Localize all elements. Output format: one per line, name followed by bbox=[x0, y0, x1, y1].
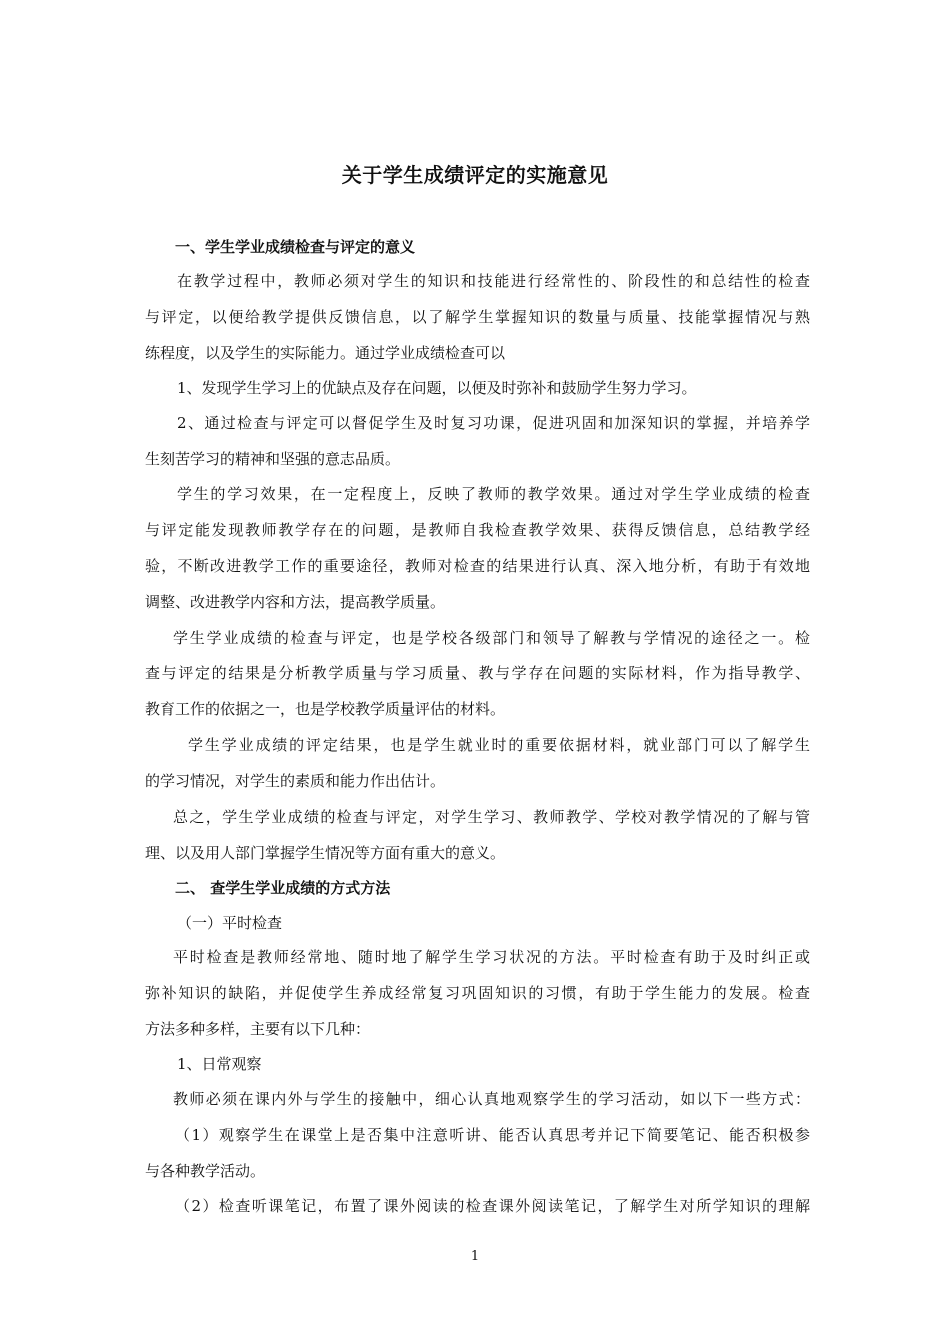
paragraph-line: 与评定能发现教师教学存在的问题，是教师自我检查教学效果、获得反馈信息，总结教学经 bbox=[145, 521, 810, 539]
paragraph-line: 1、日常观察 bbox=[177, 1055, 262, 1073]
paragraph-line: 平时检查是教师经常地、随时地了解学生学习状况的方法。平时检查有助于及时纠正或 bbox=[173, 948, 810, 966]
paragraph-line: （1）观察学生在课堂上是否集中注意听讲、能否认真思考并记下简要笔记、能否积极参 bbox=[175, 1126, 810, 1144]
paragraph-line: 与各种教学活动。 bbox=[145, 1162, 266, 1180]
paragraph-line: 方法多种多样，主要有以下几种： bbox=[145, 1020, 371, 1038]
paragraph-line: 1、发现学生学习上的优缺点及存在问题，以便及时弥补和鼓励学生努力学习。 bbox=[177, 379, 697, 397]
paragraph-line: 2、通过检查与评定可以督促学生及时复习功课，促进巩固和加深知识的掌握，并培养学 bbox=[177, 414, 810, 432]
document-title: 关于学生成绩评定的实施意见 bbox=[341, 163, 609, 187]
paragraph-line: 教育工作的依据之一，也是学校教学质量评估的材料。 bbox=[145, 700, 506, 718]
paragraph-line: 练程度，以及学生的实际能力。通过学业成绩检查可以 bbox=[145, 344, 506, 362]
section-heading-2: 二、 查学生学业成绩的方式方法 bbox=[175, 879, 391, 897]
paragraph-line: 生刻苦学习的精神和坚强的意志品质。 bbox=[145, 450, 401, 468]
paragraph-line: 总之，学生学业成绩的检查与评定，对学生学习、教师教学、学校对教学情况的了解与管 bbox=[173, 808, 810, 826]
paragraph-line: 在教学过程中，教师必须对学生的知识和技能进行经常性的、阶段性的和总结性的检查 bbox=[177, 272, 810, 290]
paragraph-line: 理、以及用人部门掌握学生情况等方面有重大的意义。 bbox=[145, 844, 506, 862]
section-heading-1: 一、学生学业成绩检查与评定的意义 bbox=[175, 238, 416, 256]
paragraph-line: （一）平时检查 bbox=[177, 914, 283, 932]
paragraph-line: 与评定，以便给教学提供反馈信息，以了解学生掌握知识的数量与质量、技能掌握情况与熟 bbox=[145, 308, 810, 326]
paragraph-line: 弥补知识的缺陷，并促使学生养成经常复习巩固知识的习惯，有助于学生能力的发展。检查 bbox=[145, 984, 810, 1002]
paragraph-line: 的学习情况，对学生的素质和能力作出估计。 bbox=[145, 772, 446, 790]
paragraph-line: 学生学业成绩的评定结果，也是学生就业时的重要依据材料，就业部门可以了解学生 bbox=[188, 736, 810, 754]
paragraph-line: 调整、改进教学内容和方法，提高教学质量。 bbox=[145, 593, 446, 611]
paragraph-line: 查与评定的结果是分析教学质量与学习质量、教与学存在问题的实际材料，作为指导教学、 bbox=[145, 664, 810, 682]
paragraph-line: 教师必须在课内外与学生的接触中，细心认真地观察学生的学习活动，如以下一些方式： bbox=[173, 1090, 810, 1108]
paragraph-line: 学生的学习效果，在一定程度上，反映了教师的教学效果。通过对学生学业成绩的检查 bbox=[177, 485, 810, 503]
paragraph-line: 验，不断改进教学工作的重要途径，教师对检查的结果进行认真、深入地分析，有助于有效地 bbox=[145, 557, 810, 575]
paragraph-line: 学生学业成绩的检查与评定，也是学校各级部门和领导了解教与学情况的途径之一。检 bbox=[173, 629, 810, 647]
paragraph-line: （2）检查听课笔记，布置了课外阅读的检查课外阅读笔记，了解学生对所学知识的理解 bbox=[175, 1197, 810, 1215]
page-number: 1 bbox=[470, 1249, 480, 1264]
